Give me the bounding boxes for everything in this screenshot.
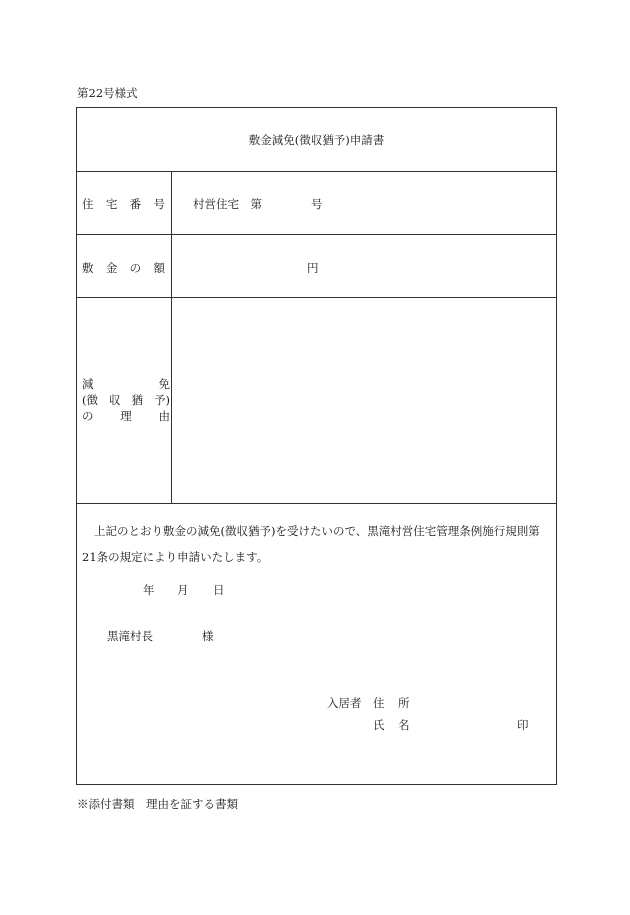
name-label-1: 氏 xyxy=(373,718,385,732)
declaration xyxy=(77,518,558,570)
address-label-2: 所 xyxy=(398,696,410,710)
house-number-suffix: 号 xyxy=(311,197,323,211)
form-title: 敷金減免(徴収猶予)申請書 xyxy=(248,133,385,147)
divider xyxy=(77,297,556,298)
attachment-note: ※添付書類 理由を証する書類 xyxy=(77,797,238,811)
reason-label: 減 免 (徴 収 猶 予) の 理 由 xyxy=(82,377,170,423)
name-label-2: 名 xyxy=(398,718,410,732)
addressee-name: 黒滝村長 xyxy=(107,629,153,643)
label-column-divider xyxy=(171,171,172,503)
date-year: 年 xyxy=(143,583,155,597)
seal-mark: 印 xyxy=(517,718,529,732)
date-day: 日 xyxy=(213,583,225,597)
deposit-amount-unit: 円 xyxy=(307,261,319,275)
declaration-line-2: 21条の規定により申請いたします。 xyxy=(82,550,269,564)
house-number-label: 住 宅 番 号 xyxy=(82,197,165,211)
form-number: 第22号様式 xyxy=(77,86,138,100)
address-label-1: 住 xyxy=(373,696,385,710)
divider xyxy=(77,171,556,172)
deposit-amount-label: 敷 金 の 額 xyxy=(82,261,165,275)
date-month: 月 xyxy=(177,583,189,597)
divider xyxy=(77,234,556,235)
declaration-line-1: 上記のとおり敷金の減免(徴収猶予)を受けたいので、黒滝村営住宅管理条例施行規則第 xyxy=(94,524,540,538)
house-number-prefix: 村営住宅 第 xyxy=(193,197,262,211)
applicant-role: 入居者 xyxy=(327,696,362,710)
divider xyxy=(77,503,556,504)
addressee-honorific: 様 xyxy=(202,629,214,643)
application-form xyxy=(76,107,557,785)
